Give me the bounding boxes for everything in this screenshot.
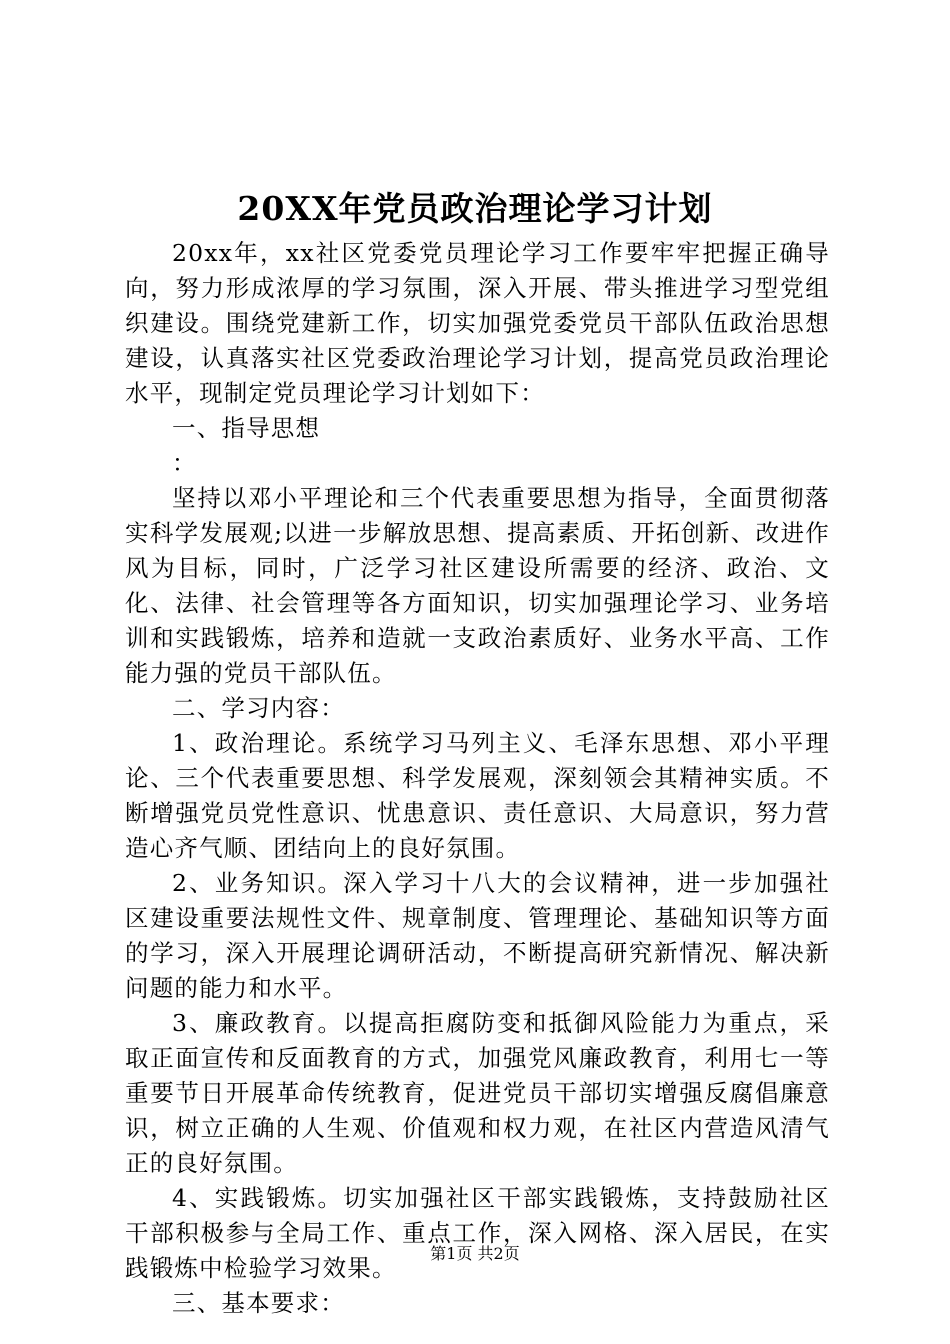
colon-line: ： xyxy=(172,449,197,477)
document-title: 20XX年党员政治理论学习计划 xyxy=(237,189,713,228)
section-heading-guiding-ideology: 一、指导思想 xyxy=(172,414,321,442)
paragraph-integrity-education: 3、廉政教育。以提高拒腐防变和抵御风险能力为重点，采取正面宣传和反面教育的方式，加强党风廉政教育，利用七一等重要节日开展革命传统教育，促进党员干部切实增强反腐倡廉意识，树立正确的人生观、价值观和权力观，在社区内营造风清气正的良好氛围。 xyxy=(125,1009,830,1177)
paragraph-political-theory: 1、政治理论。系统学习马列主义、毛泽东思想、邓小平理论、三个代表重要思想、科学发展观，深刻领会其精神实质。不断增强党员党性意识、忧患意识、责任意识、大局意识，努力营造心齐气顺、团结向上的良好氛围。 xyxy=(125,729,830,862)
section-heading-basic-requirements: 三、基本要求： xyxy=(172,1289,345,1317)
paragraph-intro: 20xx年，xx社区党委党员理论学习工作要牢牢把握正确导向，努力形成浓厚的学习氛围，深入开展、带头推进学习型党组织建设。围绕党建新工作，切实加强党委党员干部队伍政治思想建设，认真落实社区党委政治理论学习计划，提高党员政治理论水平，现制定党员理论学习计划如下： xyxy=(125,239,830,407)
section-heading-study-content: 二、学习内容： xyxy=(172,694,345,722)
paragraph-guiding-ideology: 坚持以邓小平理论和三个代表重要思想为指导，全面贯彻落实科学发展观;以进一步解放思想、提高素质、开拓创新、改进作风为目标，同时，广泛学习社区建设所需要的经济、政治、文化、法律、社会管理等各方面知识，切实加强理论学习、业务培训和实践锻炼，培养和造就一支政治素质好、业务水平高、工作能力强的党员干部队伍。 xyxy=(125,484,830,687)
paragraph-business-knowledge: 2、业务知识。深入学习十八大的会议精神，进一步加强社区建设重要法规性文件、规章制度、管理理论、基础知识等方面的学习，深入开展理论调研活动，不断提高研究新情况、解决新问题的能力和水平。 xyxy=(125,869,830,1002)
page-footer: 第1页 共2页 xyxy=(430,1244,520,1263)
document-body xyxy=(125,236,830,1321)
paragraph-practice-training: 4、实践锻炼。切实加强社区干部实践锻炼，支持鼓励社区干部积极参与全局工作、重点工作，深入网格、深入居民，在实践锻炼中检验学习效果。 xyxy=(125,1184,830,1282)
